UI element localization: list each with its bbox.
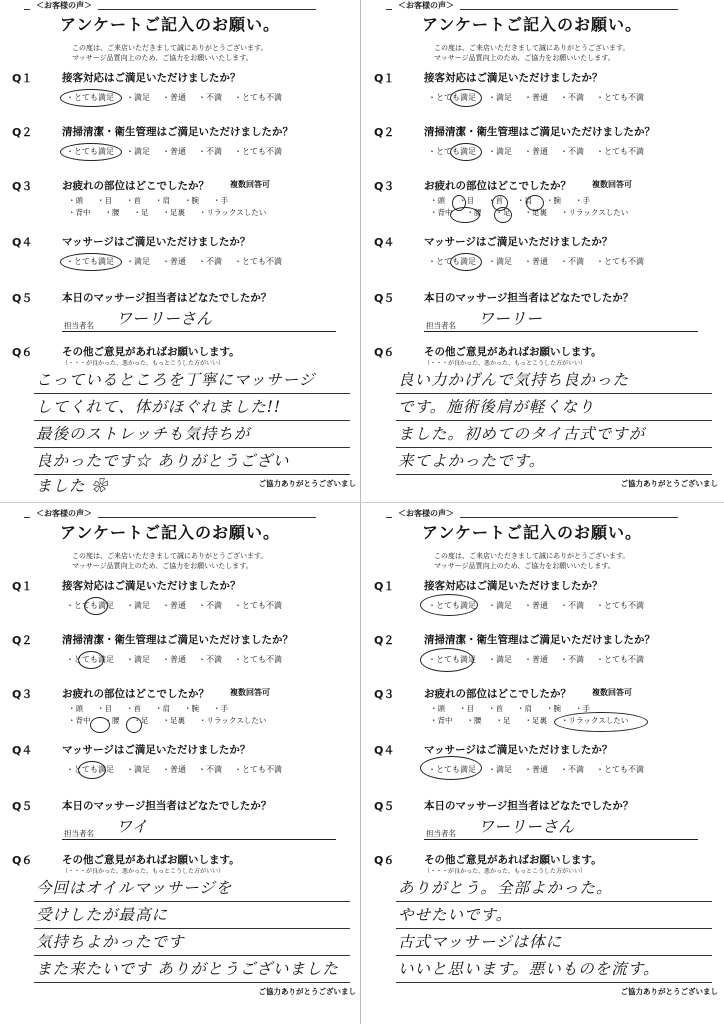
option-dissatisfied[interactable]: ・不満	[560, 257, 584, 266]
q6-number: Q６	[12, 346, 33, 359]
q4-text: マッサージはご満足いただけましたか？	[424, 744, 613, 756]
option-normal[interactable]: ・普通	[524, 147, 548, 156]
staff-name-handwritten[interactable]: ワーリー	[478, 309, 543, 328]
part-back[interactable]: ・背中	[430, 208, 453, 217]
part-head[interactable]: ・頭	[68, 704, 83, 713]
thanks-note: ご協力ありがとうございまし	[258, 479, 356, 488]
q6-number: Q６	[12, 854, 33, 867]
q1-text: 接客対応はご満足いただけましたか？	[62, 580, 241, 592]
part-head[interactable]: ・頭	[430, 196, 445, 205]
staff-name-handwritten[interactable]: ワーリーさん	[116, 309, 213, 328]
handwritten-circle-mark	[450, 253, 482, 271]
comment-line	[34, 928, 350, 929]
comment-line	[34, 447, 350, 448]
part-soles[interactable]: ・足裏	[524, 716, 547, 725]
survey-form-4	[366, 508, 718, 1008]
option-satisfied[interactable]: ・満足	[126, 765, 150, 774]
q6-subtext: （・・・が良かった、悪かった、もっとこうした方がいい）	[62, 360, 225, 367]
handwritten-circle-mark	[126, 717, 142, 733]
staff-name-line	[62, 839, 336, 840]
option-very-dissatisfied[interactable]: ・とても不満	[234, 655, 282, 664]
q3-number: Q３	[374, 688, 395, 701]
q2-text: 清掃清潔・衛生管理はご満足いただけましたか？	[62, 126, 293, 138]
option-satisfied[interactable]: ・満足	[126, 93, 150, 102]
option-normal[interactable]: ・普通	[524, 765, 548, 774]
survey-form-3	[4, 508, 356, 1008]
part-arm[interactable]: ・腕	[184, 704, 199, 713]
survey-form-1	[4, 0, 356, 500]
part-shoulder[interactable]: ・肩	[155, 196, 170, 205]
q3-number: Q３	[12, 688, 33, 701]
intro-line-1: この度は、ご来店いただきまして誠にありがとうございます。	[72, 552, 268, 560]
option-dissatisfied[interactable]: ・不満	[198, 601, 222, 610]
q5-text: 本日のマッサージ担当者はどなたでしたか？	[62, 800, 272, 812]
form-title: アンケートご記入のお願い。	[422, 523, 643, 542]
handwritten-circle-mark	[450, 89, 482, 107]
option-very-dissatisfied[interactable]: ・とても不満	[596, 655, 644, 664]
q6-subtext: （・・・が良かった、悪かった、もっとこうした方がいい）	[424, 360, 587, 367]
q5-text: 本日のマッサージ担当者はどなたでしたか？	[424, 800, 634, 812]
option-normal[interactable]: ・普通	[524, 93, 548, 102]
part-neck[interactable]: ・首	[488, 196, 503, 205]
q6-number: Q６	[374, 346, 395, 359]
handwritten-circle-mark	[420, 594, 478, 616]
option-very-dissatisfied[interactable]: ・とても不満	[234, 601, 282, 610]
q3-multiple-note: 複数回答可	[230, 180, 270, 189]
q2-text: 清掃清潔・衛生管理はご満足いただけましたか？	[424, 126, 655, 138]
option-normal[interactable]: ・普通	[524, 257, 548, 266]
option-very-satisfied[interactable]: ・とても満足	[66, 765, 114, 774]
body-parts-row-2[interactable]	[68, 207, 280, 218]
q4-number: Q４	[12, 744, 33, 757]
comment-line-text: いいと思います。悪いものを流す。	[398, 960, 660, 978]
handwritten-circle-mark	[420, 648, 474, 672]
comment-line	[396, 447, 712, 448]
comment-line-text: 来てよかったです。	[398, 452, 546, 470]
option-satisfied[interactable]: ・満足	[126, 601, 150, 610]
form-title: アンケートご記入のお願い。	[60, 523, 281, 542]
comment-line-text: してくれて、体がほぐれました!!	[36, 398, 282, 416]
part-waist[interactable]: ・腰	[104, 716, 120, 725]
option-satisfied[interactable]: ・満足	[488, 257, 512, 266]
body-parts-row-1[interactable]	[68, 195, 242, 206]
part-eyes[interactable]: ・目	[459, 704, 474, 713]
part-relax[interactable]: ・リラックスしたい	[561, 716, 629, 725]
staff-label: 担当者名	[64, 829, 94, 838]
comment-line-text: 今回はオイルマッサージを	[36, 879, 233, 897]
q4-number: Q４	[374, 236, 395, 249]
body-parts-row-1[interactable]	[68, 703, 242, 714]
part-legs[interactable]: ・足	[133, 208, 149, 217]
comment-line	[34, 420, 350, 421]
customer-voice-label: ＜お客様の声＞	[392, 508, 460, 519]
q1-text: 接客対応はご満足いただけましたか？	[62, 72, 241, 84]
comment-line	[34, 393, 350, 394]
option-very-dissatisfied[interactable]: ・とても不満	[234, 257, 282, 266]
q3-text: お疲れの部位はどこでしたか？	[424, 688, 571, 700]
q4-text: マッサージはご満足いただけましたか？	[62, 744, 251, 756]
q4-text: マッサージはご満足いただけましたか？	[62, 236, 251, 248]
option-very-dissatisfied[interactable]: ・とても不満	[596, 147, 644, 156]
q5-number: Q５	[374, 800, 395, 813]
option-dissatisfied[interactable]: ・不満	[560, 765, 584, 774]
comment-line-text: ました。初めてのタイ古式ですが	[398, 425, 646, 443]
thanks-note: ご協力ありがとうございまし	[620, 987, 718, 996]
q4-text: マッサージはご満足いただけましたか？	[424, 236, 613, 248]
option-very-dissatisfied[interactable]: ・とても不満	[234, 93, 282, 102]
part-hand[interactable]: ・手	[575, 196, 590, 205]
handwritten-circle-mark	[450, 143, 482, 161]
q2-number: Q２	[374, 126, 395, 139]
option-normal[interactable]: ・普通	[162, 93, 186, 102]
option-normal[interactable]: ・普通	[162, 601, 186, 610]
option-satisfied[interactable]: ・満足	[126, 257, 150, 266]
comment-line	[396, 420, 712, 421]
handwritten-circle-mark	[78, 761, 106, 779]
q1-number: Q１	[12, 580, 33, 593]
staff-name-line	[424, 839, 698, 840]
customer-voice-label: ＜お客様の声＞	[30, 508, 98, 519]
part-back[interactable]: ・背中	[430, 716, 453, 725]
handwritten-circle-mark	[554, 712, 648, 732]
part-hand[interactable]: ・手	[213, 704, 228, 713]
option-very-satisfied[interactable]: ・とても満足	[428, 655, 476, 664]
part-waist[interactable]: ・腰	[104, 208, 120, 217]
form-title: アンケートご記入のお願い。	[60, 15, 281, 34]
option-very-satisfied[interactable]: ・とても満足	[428, 147, 476, 156]
part-waist[interactable]: ・腰	[466, 716, 482, 725]
q2-number: Q２	[12, 126, 33, 139]
option-very-dissatisfied[interactable]: ・とても不満	[596, 601, 644, 610]
option-very-dissatisfied[interactable]: ・とても不満	[596, 257, 644, 266]
customer-voice-label: ＜お客様の声＞	[30, 0, 98, 11]
part-shoulder[interactable]: ・肩	[517, 704, 532, 713]
q5-number: Q５	[12, 292, 33, 305]
part-waist[interactable]: ・腰	[466, 208, 482, 217]
intro-line-2: マッサージ品質向上のため、ご協力をお願いいたします。	[434, 54, 615, 62]
part-eyes[interactable]: ・目	[459, 196, 474, 205]
q2-number: Q２	[374, 634, 395, 647]
part-eyes[interactable]: ・目	[97, 196, 112, 205]
part-arm[interactable]: ・腕	[546, 196, 561, 205]
option-satisfied[interactable]: ・満足	[488, 147, 512, 156]
handwritten-circle-mark	[90, 717, 110, 733]
q3-text: お疲れの部位はどこでしたか？	[62, 180, 209, 192]
comment-line-text: ました ❀	[36, 477, 108, 495]
option-satisfied[interactable]: ・満足	[126, 147, 150, 156]
comment-line-text: 気持ちよかったです	[36, 933, 185, 951]
option-dissatisfied[interactable]: ・不満	[198, 93, 222, 102]
part-back[interactable]: ・背中	[68, 716, 91, 725]
q3-number: Q３	[374, 180, 395, 193]
option-normal[interactable]: ・普通	[162, 655, 186, 664]
part-back[interactable]: ・背中	[68, 208, 91, 217]
option-normal[interactable]: ・普通	[162, 147, 186, 156]
handwritten-circle-mark	[420, 756, 482, 780]
part-relax[interactable]: ・リラックスしたい	[199, 716, 267, 725]
comment-line-text: 良い力かげんで気持ち良かった	[398, 371, 630, 389]
comment-line	[34, 982, 350, 983]
staff-name-handwritten[interactable]: ワイ	[116, 817, 148, 836]
part-shoulder[interactable]: ・肩	[155, 704, 170, 713]
comment-line	[396, 955, 712, 956]
part-eyes[interactable]: ・目	[97, 704, 112, 713]
option-satisfied[interactable]: ・満足	[488, 93, 512, 102]
comment-line-text: また来たいです ありがとうございました	[36, 960, 339, 978]
option-very-satisfied[interactable]: ・とても満足	[66, 93, 114, 102]
customer-voice-label: ＜お客様の声＞	[392, 0, 460, 11]
comment-line	[396, 901, 712, 902]
part-legs[interactable]: ・足	[495, 208, 511, 217]
option-dissatisfied[interactable]: ・不満	[560, 655, 584, 664]
handwritten-circle-mark	[78, 651, 104, 669]
part-arm[interactable]: ・腕	[184, 196, 199, 205]
part-shoulder[interactable]: ・肩	[517, 196, 532, 205]
comment-line	[396, 928, 712, 929]
intro-line-2: マッサージ品質向上のため、ご協力をお願いいたします。	[434, 562, 615, 570]
q3-multiple-note: 複数回答可	[230, 688, 270, 697]
intro-line-1: この度は、ご来店いただきまして誠にありがとうございます。	[434, 552, 630, 560]
q2-number: Q２	[12, 634, 33, 647]
option-satisfied[interactable]: ・満足	[488, 655, 512, 664]
part-arm[interactable]: ・腕	[546, 704, 561, 713]
q3-multiple-note: 複数回答可	[592, 180, 632, 189]
staff-name-line	[62, 331, 336, 332]
comment-line-text: 最後のストレッチも気持ちが	[36, 425, 251, 443]
part-head[interactable]: ・頭	[68, 196, 83, 205]
intro-line-2: マッサージ品質向上のため、ご協力をお願いいたします。	[72, 562, 253, 570]
q5-number: Q５	[12, 800, 33, 813]
thanks-note: ご協力ありがとうございまし	[620, 479, 718, 488]
q5-number: Q５	[374, 292, 395, 305]
staff-name-handwritten[interactable]: ワーリーさん	[478, 817, 575, 836]
handwritten-circle-mark	[60, 89, 122, 107]
q6-subtext: （・・・が良かった、悪かった、もっとこうした方がいい）	[62, 868, 225, 875]
staff-label: 担当者名	[64, 321, 94, 330]
comment-line	[34, 901, 350, 902]
option-normal[interactable]: ・普通	[524, 655, 548, 664]
comment-line-text: です。施術後肩が軽くなり	[398, 398, 595, 416]
q6-text: その他ご意見があればお願いします。	[62, 346, 240, 358]
option-dissatisfied[interactable]: ・不満	[198, 655, 222, 664]
option-very-dissatisfied[interactable]: ・とても不満	[596, 93, 644, 102]
option-very-satisfied[interactable]: ・とても満足	[66, 257, 114, 266]
intro-line-1: この度は、ご来店いただきまして誠にありがとうございます。	[72, 44, 268, 52]
intro-line-1: この度は、ご来店いただきまして誠にありがとうございます。	[434, 44, 630, 52]
q6-number: Q６	[374, 854, 395, 867]
option-dissatisfied[interactable]: ・不満	[198, 147, 222, 156]
staff-label: 担当者名	[426, 321, 456, 330]
part-head[interactable]: ・頭	[430, 704, 445, 713]
q6-subtext: （・・・が良かった、悪かった、もっとこうした方がいい）	[424, 868, 587, 875]
option-dissatisfied[interactable]: ・不満	[198, 257, 222, 266]
option-very-satisfied[interactable]: ・とても満足	[66, 601, 114, 610]
option-very-satisfied[interactable]: ・とても満足	[428, 93, 476, 102]
option-very-satisfied[interactable]: ・とても満足	[66, 655, 114, 664]
option-very-satisfied[interactable]: ・とても満足	[428, 765, 476, 774]
survey-form-2	[366, 0, 718, 500]
q3-text: お疲れの部位はどこでしたか？	[424, 180, 571, 192]
part-soles[interactable]: ・足裏	[162, 716, 185, 725]
option-dissatisfied[interactable]: ・不満	[560, 147, 584, 156]
option-very-satisfied[interactable]: ・とても満足	[66, 147, 114, 156]
q1-number: Q１	[12, 72, 33, 85]
vertical-divider	[360, 0, 361, 1024]
part-legs[interactable]: ・足	[495, 716, 511, 725]
q5-text: 本日のマッサージ担当者はどなたでしたか？	[424, 292, 634, 304]
staff-label: 担当者名	[426, 829, 456, 838]
comment-line	[396, 982, 712, 983]
q6-text: その他ご意見があればお願いします。	[424, 854, 602, 866]
comment-line-text: やせたいです。	[398, 906, 513, 924]
option-normal[interactable]: ・普通	[162, 765, 186, 774]
comment-line-text: こっているところを丁寧にマッサージ	[36, 371, 316, 389]
horizontal-divider	[0, 502, 724, 503]
part-hand[interactable]: ・手	[213, 196, 228, 205]
handwritten-circle-mark	[60, 253, 122, 271]
thanks-note: ご協力ありがとうございまし	[258, 987, 356, 996]
q1-number: Q１	[374, 580, 395, 593]
intro-line-2: マッサージ品質向上のため、ご協力をお願いいたします。	[72, 54, 253, 62]
part-relax[interactable]: ・リラックスしたい	[199, 208, 267, 217]
q4-number: Q４	[12, 236, 33, 249]
part-soles[interactable]: ・足裏	[162, 208, 185, 217]
q5-text: 本日のマッサージ担当者はどなたでしたか？	[62, 292, 272, 304]
part-neck[interactable]: ・首	[126, 704, 141, 713]
form-title: アンケートご記入のお願い。	[422, 15, 643, 34]
q1-number: Q１	[374, 72, 395, 85]
option-very-dissatisfied[interactable]: ・とても不満	[234, 147, 282, 156]
q1-text: 接客対応はご満足いただけましたか？	[424, 580, 603, 592]
handwritten-circle-mark	[494, 207, 512, 223]
q3-multiple-note: 複数回答可	[592, 688, 632, 697]
handwritten-circle-mark	[84, 597, 108, 615]
comment-line	[396, 393, 712, 394]
part-hand[interactable]: ・手	[575, 704, 590, 713]
part-legs[interactable]: ・足	[133, 716, 149, 725]
option-normal[interactable]: ・普通	[162, 257, 186, 266]
option-normal[interactable]: ・普通	[524, 601, 548, 610]
comment-line-text: 受けしたが最高に	[36, 906, 169, 924]
part-soles[interactable]: ・足裏	[524, 208, 547, 217]
option-very-satisfied[interactable]: ・とても満足	[428, 601, 476, 610]
option-dissatisfied[interactable]: ・不満	[198, 765, 222, 774]
option-dissatisfied[interactable]: ・不満	[560, 93, 584, 102]
option-very-dissatisfied[interactable]: ・とても不満	[234, 765, 282, 774]
staff-name-line	[424, 331, 698, 332]
handwritten-circle-mark	[60, 143, 122, 161]
q6-text: その他ご意見があればお願いします。	[62, 854, 240, 866]
option-dissatisfied[interactable]: ・不満	[560, 601, 584, 610]
comment-line	[396, 474, 712, 475]
q4-number: Q４	[374, 744, 395, 757]
option-satisfied[interactable]: ・満足	[488, 601, 512, 610]
option-satisfied[interactable]: ・満足	[126, 655, 150, 664]
q2-text: 清掃清潔・衛生管理はご満足いただけましたか？	[424, 634, 655, 646]
part-neck[interactable]: ・首	[488, 704, 503, 713]
q1-text: 接客対応はご満足いただけましたか？	[424, 72, 603, 84]
comment-line-text: 古式マッサージは体に	[398, 933, 563, 951]
comment-line-text: 良かったです☆ ありがとうござい	[36, 452, 290, 470]
comment-line-text: ありがとう。全部よかった。	[398, 879, 613, 897]
q3-text: お疲れの部位はどこでしたか？	[62, 688, 209, 700]
handwritten-circle-mark	[526, 195, 544, 211]
q3-number: Q３	[12, 180, 33, 193]
part-relax[interactable]: ・リラックスしたい	[561, 208, 629, 217]
handwritten-circle-mark	[450, 207, 480, 223]
part-neck[interactable]: ・首	[126, 196, 141, 205]
option-satisfied[interactable]: ・満足	[488, 765, 512, 774]
option-very-dissatisfied[interactable]: ・とても不満	[596, 765, 644, 774]
comment-line	[34, 955, 350, 956]
q2-text: 清掃清潔・衛生管理はご満足いただけましたか？	[62, 634, 293, 646]
q6-text: その他ご意見があればお願いします。	[424, 346, 602, 358]
option-very-satisfied[interactable]: ・とても満足	[428, 257, 476, 266]
